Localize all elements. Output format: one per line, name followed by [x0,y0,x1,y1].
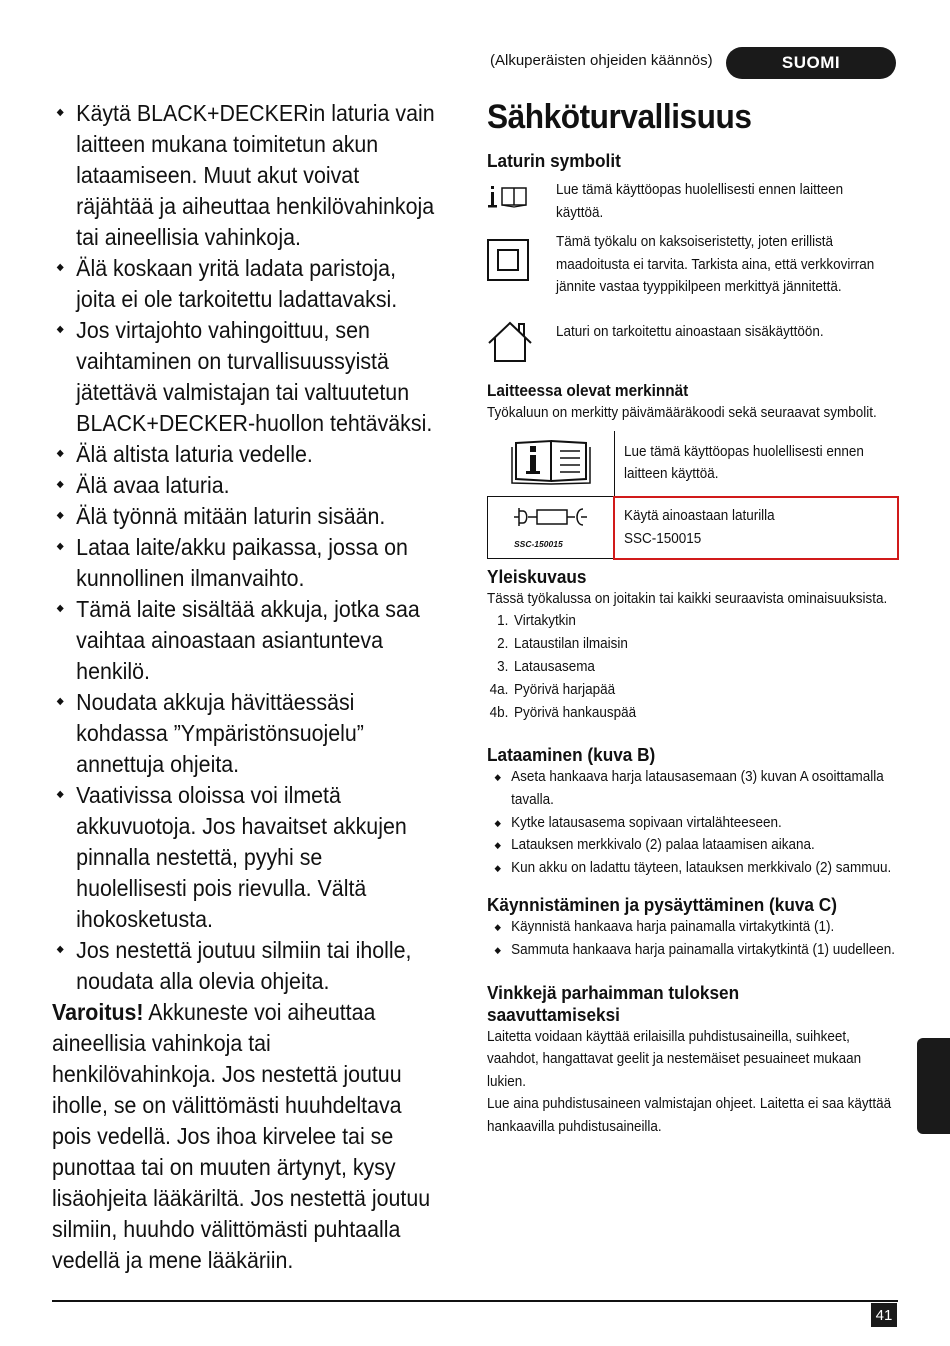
table-cell [614,431,898,497]
list-label: Pyörivä harjapää [513,682,616,698]
list-item: ◆ Kun akku on ladattu täyteen, latauksen merkkivalo (2) sammuu. [487,857,896,880]
markings-intro: Työkaluun on merkitty päivämääräkoodi sekä seuraavat symbolit. [487,405,877,421]
list-label: Latausasema [513,659,595,675]
symbol-text: Lue tämä käyttöopas huolellisesti ennen laitteen käyttöä. [556,182,844,221]
table-cell [488,497,615,559]
list-item: ◆ Älä altista laturia vedelle. [52,439,435,470]
list-item [487,656,870,679]
table-row [488,431,899,497]
list-item: ◆ Sammuta hankaava harja painamalla virtakytkintä (1) uudelleen. [487,939,896,962]
marking-text: SSC-150015 [624,530,702,547]
list-item: ◆ Aseta hankaava harja latausasemaan (3) kuvan A osoittamalla tavalla. [487,766,896,812]
indoor-use-house-icon [487,319,533,365]
list-item: ◆ Älä avaa laturia. [52,470,435,501]
feature-list [487,610,870,725]
read-manual-book-icon [508,435,594,485]
overview-heading: Yleiskuvaus [487,565,587,587]
warning-text: Akkuneste voi aiheuttaa aineellisia vahinkoja tai henkilövahinkoja. Jos nestettä joutuu iholle, se on välittömästi huuhdeltava pois vedellä. Jos ihoa kirvelee tai se punottaa tai on muuten ärtynyt, kysy lisäohjeita lääkäriltä. Jos nestettä joutuu silmiin, huuhdo välittömästi puhtaalla vedellä ja mene lääkäriin. [52,999,431,1273]
markings-heading: Laitteessa olevat merkinnät [487,382,689,400]
list-label: Virtakytkin [513,613,576,629]
charger-model-label: SSC-150015 [514,539,563,550]
list-item: ◆ Käytä BLACK+DECKERin laturia vain laitteen mukana toimitetun akun lataamiseen. Muut akut voivat räjähtää ja aiheuttaa henkilövahinkoja tai aineellisia vahinkoja. [52,98,435,253]
list-number: 3. [497,659,509,675]
list-item: ◆ Älä koskaan yritä ladata paristoja, joita ei ole tarkoitettu ladattavaksi. [52,253,435,315]
list-item: ◆ Vaativissa oloissa voi ilmetä akkuvuotoja. Jos havaitset akkujen pinnalla nestettä, pyyhi se huolellisesti pois rievulla. Vältä ihokosketusta. [52,780,435,935]
list-number: 4b. [489,705,509,721]
list-item: ◆ Lataa laite/akku paikassa, jossa on kunnollinen ilmanvaihto. [52,532,435,594]
list-item: ◆ Jos nestettä joutuu silmiin tai iholle, noudata alla olevia ohjeita. [52,935,435,997]
list-label: Lataustilan ilmaisin [513,636,628,652]
page-number [871,1303,897,1327]
section-thumb-tab [917,1038,950,1134]
marking-text: Lue tämä käyttöopas huolellisesti ennen laitteen käyttöä. [623,443,864,482]
symbol-row [487,179,899,231]
list-item: ◆ Noudata akkuja hävittäessäsi kohdassa ”Ympäristönsuojelu” annettuja ohjeita. [52,687,435,780]
tips-paragraph: Laitetta voidaan käyttää erilaisilla puhdistusaineilla, suihkeet, vaahdot, hangattavat geelit ja nestemäiset pesuaineet mukaan lukien. [487,1028,862,1090]
list-item [487,610,870,633]
symbol-text: Tämä työkalu on kaksoiseristetty, joten erillistä maadoitusta ei tarvita. Tarkista aina, että verkkovirran jännite vastaa tyyppikilpeen merkittyä jännitettä. [556,234,875,295]
symbol-row [487,321,899,381]
table-row [488,497,899,559]
list-item [487,702,870,725]
charger-plug-icon [501,506,601,532]
list-label: Pyörivä hankauspää [513,705,637,721]
list-number: 2. [497,636,509,652]
page-number-label: 41 [875,1306,893,1324]
symbol-text: Laturi on tarkoitettu ainoastaan sisäkäyttöön. [556,324,824,340]
list-number: 1. [497,613,509,629]
list-item: ◆ Kytke latausasema sopivaan virtalähteeseen. [487,812,896,835]
symbol-row [487,231,899,321]
tips-heading: Vinkkejä parhaimman tuloksen saavuttamiseksi [487,981,740,1025]
double-insulation-icon [487,239,529,281]
list-number: 4a. [489,682,509,698]
charger-symbols-heading: Laturin symbolit [487,150,621,171]
warning-label: Varoitus! [52,999,144,1025]
list-item: ◆ Käynnistä hankaava harja painamalla virtakytkintä (1). [487,916,896,939]
list-item: ◆ Tämä laite sisältää akkuja, jotka saa vaihtaa ainoastaan asiantunteva henkilö. [52,594,435,687]
list-item [487,633,870,656]
footer-rule [52,1300,898,1302]
overview-intro: Tässä työkalussa on joitakin tai kaikki seuraavista ominaisuuksista. [487,590,888,607]
left-column [52,98,435,1276]
warning-paragraph [52,997,435,1276]
markings-table [487,431,899,560]
read-manual-icon [487,185,531,209]
table-cell-highlighted [614,497,898,559]
list-item [487,679,870,702]
charging-heading: Lataaminen (kuva B) [487,744,656,765]
list-item: ◆ Älä työnnä mitään laturin sisään. [52,501,435,532]
list-item: ◆ Jos virtajohto vahingoittuu, sen vaihtaminen on turvallisuussyistä jätettävä valmistajan tai valtuutetun BLACK+DECKER-huollon tehtäväksi. [52,315,435,439]
list-item: ◆ Latauksen merkkivalo (2) palaa lataamisen aikana. [487,834,896,857]
tips-paragraph: Lue aina puhdistusaineen valmistajan ohjeet. Laitetta ei saa käyttää hankaavilla puhdistusaineilla. [487,1096,892,1135]
table-cell [488,431,615,497]
page-title: Sähköturvallisuus [487,98,752,136]
translation-note: (Alkuperäisten ohjeiden käännös) [490,52,713,69]
language-badge [726,47,896,79]
charging-list [487,766,896,880]
switching-heading: Käynnistäminen ja pysäyttäminen (kuva C) [487,893,837,915]
language-label: SUOMI [781,53,841,72]
marking-text: Käytä ainoastaan laturilla [624,508,775,524]
switching-list [487,916,896,962]
right-column [487,95,899,1138]
